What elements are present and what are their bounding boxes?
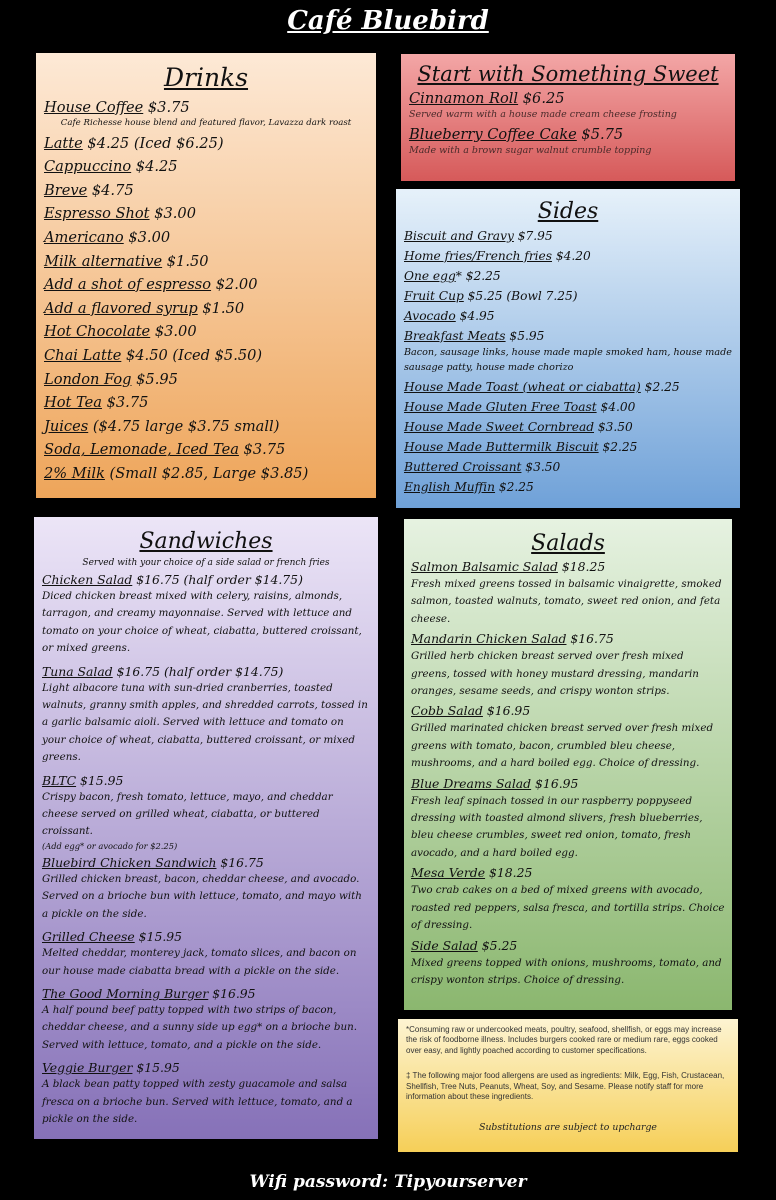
sandwiches-heading: Sandwiches bbox=[139, 529, 273, 554]
side-item: English Muffin $2.25 bbox=[404, 480, 534, 494]
salad-description: Fresh mixed greens tossed in balsamic vinaigrette, smoked salmon, toasted walnuts, tomato, sweet red onion, and feta cheese. bbox=[411, 578, 722, 625]
side-item: Buttered Croissant $3.50 bbox=[404, 460, 561, 474]
salads-panel bbox=[404, 519, 732, 1010]
salads-heading: Salads bbox=[531, 531, 605, 556]
side-item: House Made Gluten Free Toast $4.00 bbox=[404, 400, 636, 414]
drink-item: Americano $3.00 bbox=[44, 228, 171, 246]
sandwich-item: Tuna Salad $16.75 (half order $14.75) bbox=[42, 663, 284, 679]
sandwich-description: Melted cheddar, monterey jack, tomato slices, and bacon on our house made ciabatta bread with a pickle on the side. bbox=[42, 947, 357, 977]
disclaimer-panel bbox=[398, 1019, 738, 1152]
substitution-notice: Substitutions are subject to upcharge bbox=[479, 1122, 657, 1134]
sandwich-item: Veggie Burger $15.95 bbox=[42, 1060, 180, 1076]
sweet-description: Made with a brown sugar walnut crumble topping bbox=[409, 145, 652, 156]
wifi-password: Wifi password: Tipyourserver bbox=[249, 1172, 527, 1192]
salad-description: Fresh leaf spinach tossed in our raspberry poppyseed dressing with toasted almond slivers, fresh blueberries, bleu cheese crumbles, sweet red onion, tomato, fresh avocado, and a hard boiled egg. bbox=[411, 794, 703, 859]
salad-description: Grilled marinated chicken breast served over fresh mixed greens with tomato, bacon, crumbled bleu cheese, mushrooms, and a hard boiled egg. Choice of dressing. bbox=[411, 722, 714, 770]
salad-item: Mandarin Chicken Salad $16.75 bbox=[411, 631, 614, 647]
sandwich-description: Grilled chicken breast, bacon, cheddar cheese, and avocado. Served on a brioche bun with lettuce, tomato, and mayo with a pickle on the side. bbox=[42, 872, 362, 920]
side-item: Biscuit and Gravy $7.95 bbox=[404, 229, 553, 243]
drink-item: Chai Latte $4.50 (Iced $5.50) bbox=[44, 346, 263, 364]
salad-item: Side Salad $5.25 bbox=[411, 937, 518, 953]
sandwich-item: Chicken Salad $16.75 (half order $14.75) bbox=[42, 572, 303, 587]
salad-item: Mesa Verde $18.25 bbox=[411, 865, 533, 881]
cafe-title: Café Bluebird bbox=[287, 6, 489, 36]
sandwich-item: Grilled Cheese $15.95 bbox=[42, 929, 183, 945]
side-description: Bacon, sausage links, house made maple smoked ham, house made sausage patty, house made chorizo bbox=[404, 347, 732, 373]
salad-description: Two crab cakes on a bed of mixed greens with avocado, roasted red peppers, salsa fresca, and tortilla strips. Choice of dressing. bbox=[411, 884, 725, 932]
drink-item: Latte $4.25 (Iced $6.25) bbox=[44, 134, 224, 152]
sweet-panel bbox=[401, 54, 735, 181]
salad-description: Grilled herb chicken breast served over fresh mixed greens, tossed with honey mustard dressing, mandarin oranges, sesame seeds, and crispy wonton strips. bbox=[411, 650, 699, 698]
drinks-panel bbox=[36, 53, 376, 498]
side-item: Home fries/French fries $4.20 bbox=[404, 249, 591, 263]
sweet-item: Cinnamon Roll $6.25 bbox=[409, 90, 565, 107]
side-item: House Made Toast (wheat or ciabatta) $2.25 bbox=[404, 380, 680, 394]
sides-panel bbox=[396, 189, 740, 508]
drink-item: 2% Milk (Small $2.85, Large $3.85) bbox=[44, 464, 309, 482]
drink-item: Add a flavored syrup $1.50 bbox=[44, 299, 245, 317]
consumption-warning: *Consuming raw or undercooked meats, poultry, seafood, shellfish, or eggs may increase the risk of foodborne illness. Includes burgers cooked rare or medium rare, eggs cooked over easy, and lightly poached according to customer specifications. bbox=[406, 1025, 722, 1055]
side-item: Avocado $4.95 bbox=[404, 309, 495, 323]
salad-item: Blue Dreams Salad $16.95 bbox=[411, 775, 579, 791]
drink-description: Cafe Richesse house blend and featured flavor, Lavazza dark roast bbox=[60, 117, 352, 128]
drink-item: Hot Tea $3.75 bbox=[44, 394, 149, 412]
sandwich-item: The Good Morning Burger $16.95 bbox=[42, 985, 256, 1001]
sandwich-note: (Add egg* or avocado for $2.25) bbox=[42, 840, 178, 851]
sandwich-description: A half pound beef patty topped with two strips of bacon, cheddar cheese, and a sunny side up egg* on a brioche bun. Served with lettuce, tomato, and a pickle on the side. bbox=[42, 1003, 357, 1051]
side-item: One egg* $2.25 bbox=[404, 269, 501, 283]
salad-item: Cobb Salad $16.95 bbox=[411, 703, 531, 719]
drinks-heading: Drinks bbox=[163, 63, 249, 92]
sides-heading: Sides bbox=[537, 199, 599, 224]
side-item: House Made Buttermilk Biscuit $2.25 bbox=[404, 440, 638, 454]
drink-item: Cappuccino $4.25 bbox=[44, 158, 178, 176]
drink-item: Milk alternative $1.50 bbox=[44, 252, 209, 270]
sandwich-item: BLTC $15.95 bbox=[42, 772, 124, 788]
sandwich-description: A black bean patty topped with zesty guacamole and salsa fresca on a brioche bun. Served with lettuce, tomato, and a pickle on the side. bbox=[42, 1078, 353, 1125]
drink-item: Espresso Shot $3.00 bbox=[44, 205, 196, 223]
allergen-notice: ‡ The following major food allergens are used as ingredients: Milk, Egg, Fish, Crustacean, Shellfish, Tree Nuts, Peanuts, Wheat, Soy, and Sesame. Please notify staff for more information about these ingredients. bbox=[406, 1071, 725, 1102]
sweet-heading: Start with Something Sweet bbox=[417, 62, 719, 86]
drink-item: Add a shot of espresso $2.00 bbox=[44, 276, 258, 294]
side-item: Fruit Cup $5.25 (Bowl 7.25) bbox=[404, 289, 578, 303]
sandwich-description: Light albacore tuna with sun-dried cranberries, toasted walnuts, granny smith apples, and shredded carrots, tossed in a garlic balsamic aioli. Served with lettuce and tomato on your choice of wheat, ciabatta, buttered croissant, or mixed greens. bbox=[42, 681, 368, 764]
sweet-description: Served warm with a house made cream cheese frosting bbox=[409, 109, 677, 120]
drink-item: House Coffee $3.75 bbox=[44, 99, 190, 116]
sandwich-item: Bluebird Chicken Sandwich $16.75 bbox=[42, 854, 264, 870]
side-item: Breakfast Meats $5.95 bbox=[404, 329, 545, 343]
drink-item: Hot Chocolate $3.00 bbox=[44, 323, 197, 341]
drink-item: Juices ($4.75 large $3.75 small) bbox=[44, 417, 280, 435]
sandwiches-intro: Served with your choice of a side salad or french fries bbox=[82, 558, 330, 568]
sandwich-description: Diced chicken breast mixed with celery, raisins, almonds, tarragon, and creamy mayonnaise. Served with lettuce and tomato on your choice of wheat, ciabatta, buttered croissant, or mixed greens. bbox=[42, 590, 362, 655]
drink-item: Soda, Lemonade, Iced Tea $3.75 bbox=[44, 441, 286, 459]
salad-description: Mixed greens topped with onions, mushrooms, tomato, and crispy wonton strips. Choice of dressing. bbox=[411, 956, 722, 986]
sandwiches-panel bbox=[34, 517, 378, 1139]
sandwich-description: Crispy bacon, fresh tomato, lettuce, mayo, and cheddar cheese served on grilled wheat, ciabatta, or buttered croissant. bbox=[42, 790, 333, 838]
drink-item: Breve $4.75 bbox=[44, 181, 134, 199]
salad-item: Salmon Balsamic Salad $18.25 bbox=[411, 559, 606, 574]
drink-item: London Fog $5.95 bbox=[44, 370, 178, 388]
sweet-item: Blueberry Coffee Cake $5.75 bbox=[409, 126, 624, 143]
side-item: House Made Sweet Cornbread $3.50 bbox=[404, 420, 633, 434]
